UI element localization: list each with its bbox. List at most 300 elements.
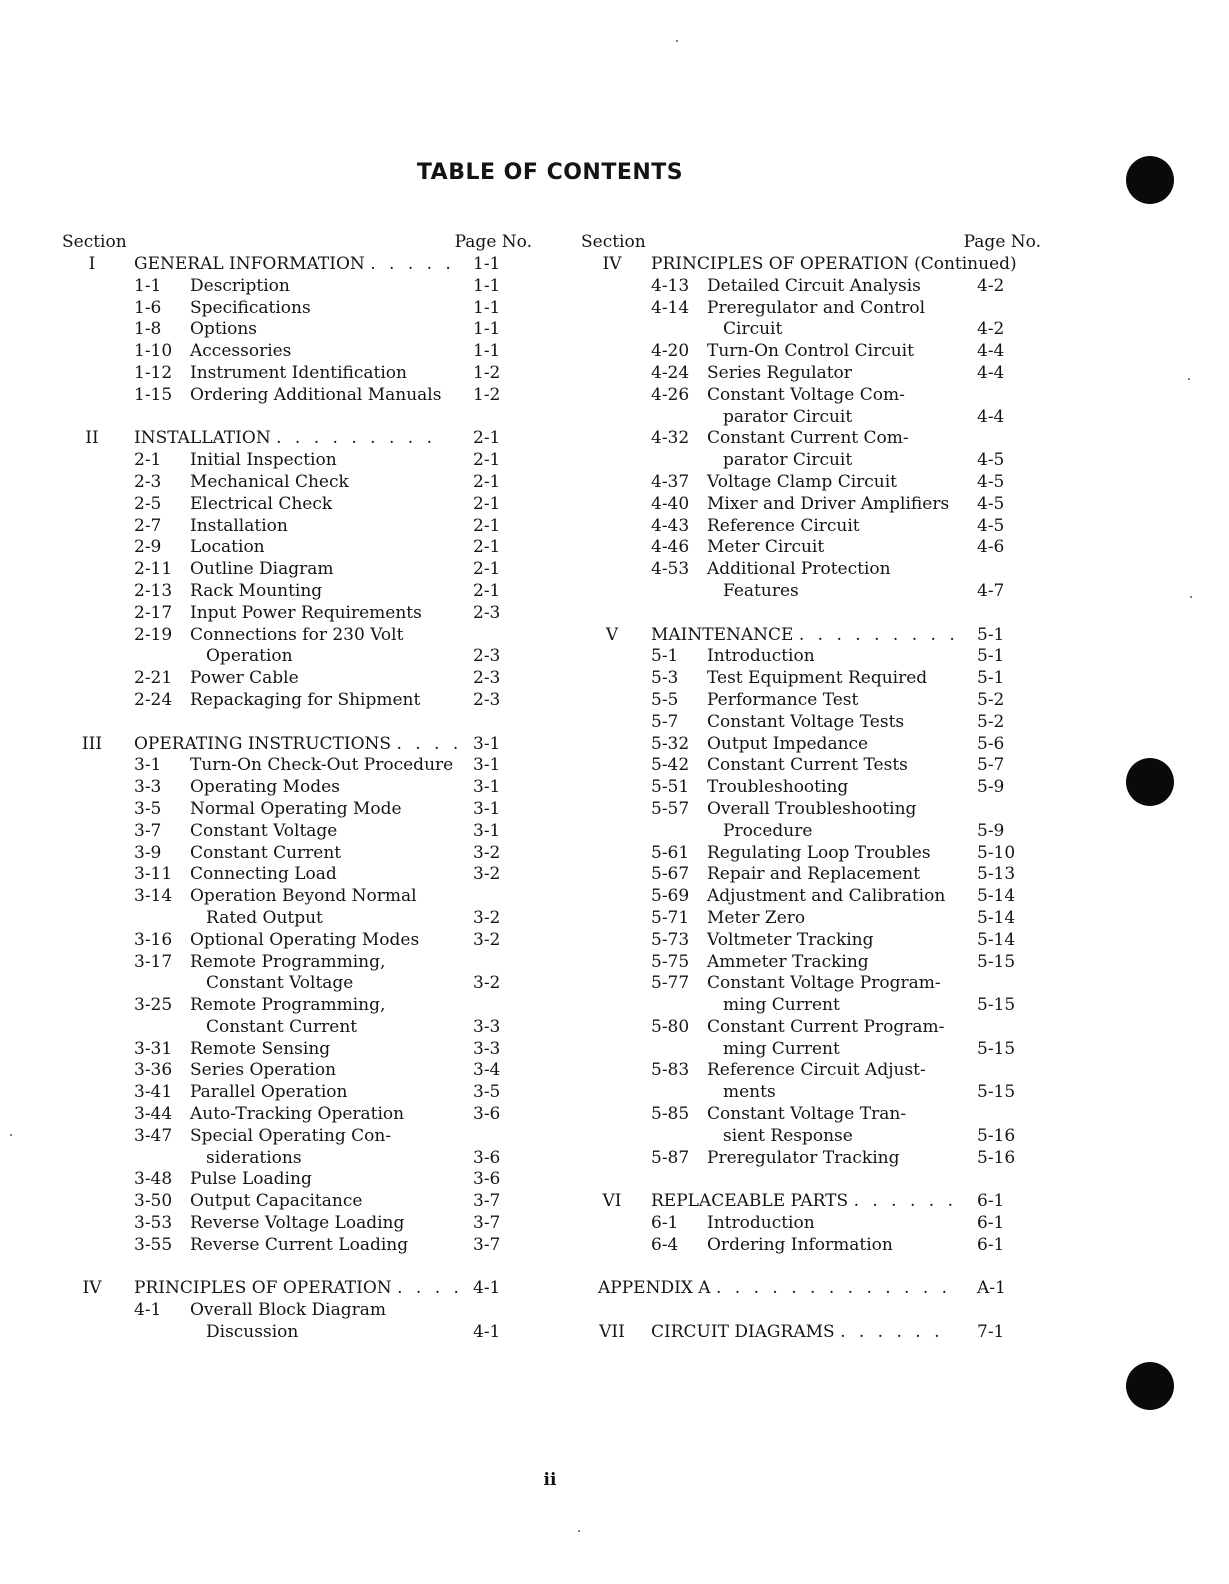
leader-dots: . . . . . . . . .: [276, 428, 436, 449]
page-ref: 5-9: [977, 777, 1005, 798]
paragraph-number: 5-42: [651, 755, 690, 776]
entry-title: Initial Inspection: [190, 450, 337, 471]
toc-entry-row: [581, 385, 1041, 407]
page-ref: 1-1: [473, 297, 501, 318]
entry-title: Parallel Operation: [190, 1082, 348, 1103]
binder-hole-middle: [1126, 758, 1174, 806]
toc-entry-row: [581, 908, 1041, 930]
paragraph-number: 4-24: [651, 362, 690, 383]
entry-title: Specifications: [190, 297, 311, 318]
paragraph-number: 3-44: [134, 1104, 173, 1125]
toc-entry-row: [581, 864, 1041, 886]
toc-entry-row: [581, 450, 1041, 472]
entry-title-continued: Features: [723, 580, 799, 601]
paragraph-number: 3-36: [134, 1060, 173, 1081]
toc-entry-row: [62, 1039, 532, 1061]
page-ref: 2-1: [473, 580, 501, 601]
entry-title: Power Cable: [190, 668, 299, 689]
page-ref: 5-15: [977, 1082, 1016, 1103]
toc-section-row: [62, 734, 532, 756]
toc-entry-row: [62, 690, 532, 712]
entry-title: Operation Beyond Normal: [190, 886, 417, 907]
page-ref: 2-1: [473, 515, 501, 536]
section-numeral: IV: [602, 254, 622, 274]
entry-title: Reverse Current Loading: [190, 1234, 409, 1255]
paragraph-number: 4-26: [651, 384, 690, 405]
paragraph-number: 3-16: [134, 929, 173, 950]
toc-entry-row: [62, 908, 532, 930]
toc-entry-row: [62, 668, 532, 690]
entry-title: Test Equipment Required: [707, 668, 928, 689]
leader-dots: . . . .: [397, 1278, 463, 1299]
page-ref: 6-1: [977, 1191, 1005, 1212]
section-title-text: PRINCIPLES OF OPERATION: [134, 1278, 392, 1299]
page-ref: 3-2: [473, 864, 501, 885]
page-ref: 2-1: [473, 450, 501, 471]
spacer: [581, 1169, 1041, 1191]
toc-right-column: [581, 232, 1041, 1344]
entry-title: Detailed Circuit Analysis: [707, 275, 921, 296]
paragraph-number: 5-71: [651, 907, 690, 928]
toc-entry-row: [62, 625, 532, 647]
paragraph-number: 2-17: [134, 602, 173, 623]
section-title-text: INSTALLATION: [134, 428, 271, 449]
toc-entry-row: [62, 646, 532, 668]
paragraph-number: 4-43: [651, 515, 690, 536]
entry-title: Reverse Voltage Loading: [190, 1213, 405, 1234]
paragraph-number: 3-47: [134, 1125, 173, 1146]
section-numeral: V: [605, 624, 619, 645]
entry-title: Input Power Requirements: [190, 602, 422, 623]
page-ref: 3-7: [473, 1191, 501, 1212]
paragraph-number: 5-67: [651, 864, 690, 885]
paragraph-number: 2-7: [134, 515, 162, 536]
spacer: [581, 603, 1041, 625]
page-ref: 3-1: [473, 733, 501, 754]
page-ref: 4-5: [977, 471, 1005, 492]
toc-entry-row: [581, 428, 1041, 450]
toc-entry-row: [62, 1017, 532, 1039]
toc-section-row: [581, 1191, 1041, 1213]
toc-entry-row: [581, 407, 1041, 429]
toc-entry-row: [581, 668, 1041, 690]
page-ref: 3-7: [473, 1234, 501, 1255]
appendix-title-text: APPENDIX A: [598, 1278, 711, 1299]
page-ref: 5-1: [977, 668, 1005, 689]
entry-title: Repair and Replacement: [707, 864, 921, 885]
toc-entry-row: [62, 755, 532, 777]
entry-title-continued: Constant Current: [206, 1016, 358, 1037]
paragraph-number: 3-7: [134, 820, 162, 841]
section-title-text: CIRCUIT DIAGRAMS: [651, 1322, 835, 1343]
paragraph-number: 3-3: [134, 777, 162, 798]
entry-title: Introduction: [707, 1213, 815, 1234]
entry-title: Connections for 230 Volt: [190, 624, 404, 645]
toc-entry-row: [581, 1017, 1041, 1039]
scan-speck: [676, 40, 678, 42]
paragraph-number: 3-14: [134, 886, 173, 907]
leader-dots: . . . . . .: [840, 1322, 944, 1343]
scan-speck: [10, 1134, 12, 1136]
paragraph-number: 5-51: [651, 777, 690, 798]
toc-entry-row: [62, 1104, 532, 1126]
toc-entry-row: [581, 472, 1041, 494]
entry-title: Meter Zero: [707, 907, 806, 928]
toc-entry-row: [581, 995, 1041, 1017]
entry-title: Preregulator and Control: [707, 297, 926, 318]
entry-title: Normal Operating Mode: [190, 798, 402, 819]
toc-section-row: [581, 625, 1041, 647]
toc-entry-row: [581, 276, 1041, 298]
page-ref: 4-4: [977, 406, 1005, 427]
page-no-header: Page No.: [963, 232, 1041, 252]
page-ref: 3-2: [473, 973, 501, 994]
entry-title: Series Operation: [190, 1060, 337, 1081]
page-ref: 1-2: [473, 384, 501, 405]
entry-title: Remote Programming,: [190, 995, 386, 1016]
paragraph-number: 3-25: [134, 995, 173, 1016]
page-ref: 5-16: [977, 1147, 1016, 1168]
page-ref: 1-1: [473, 319, 501, 340]
section-title-text: OPERATING INSTRUCTIONS: [134, 733, 392, 754]
paragraph-number: 4-40: [651, 493, 690, 514]
page-ref: 4-2: [977, 275, 1005, 296]
page-title: TABLE OF CONTENTS: [416, 160, 684, 185]
page-ref: 4-4: [977, 341, 1005, 362]
entry-title: Reference Circuit Adjust-: [707, 1060, 926, 1081]
entry-title-continued: Discussion: [206, 1322, 299, 1343]
paragraph-number: 5-32: [651, 733, 690, 754]
toc-entry-row: [581, 537, 1041, 559]
entry-title: Voltmeter Tracking: [707, 929, 874, 950]
page-ref: 3-4: [473, 1060, 501, 1081]
page-ref: 4-6: [977, 537, 1005, 558]
toc-entry-row: [62, 494, 532, 516]
entry-title-continued: Constant Voltage: [206, 973, 354, 994]
entry-title: Ordering Information: [707, 1234, 893, 1255]
toc-entry-row: [581, 319, 1041, 341]
paragraph-number: 2-9: [134, 537, 162, 558]
paragraph-number: 1-15: [134, 384, 173, 405]
page-ref: 2-3: [473, 689, 501, 710]
section-title-text: GENERAL INFORMATION: [134, 254, 365, 274]
paragraph-number: 1-10: [134, 341, 173, 362]
toc-entry-row: [62, 385, 532, 407]
page-ref: 6-1: [977, 1213, 1005, 1234]
page-ref: 5-6: [977, 733, 1005, 754]
toc-entry-row: [62, 1082, 532, 1104]
paragraph-number: 4-13: [651, 275, 690, 296]
page-ref: 5-14: [977, 886, 1016, 907]
section-numeral: VI: [602, 1191, 622, 1212]
toc-entry-row: [62, 1060, 532, 1082]
entry-title-continued: parator Circuit: [723, 450, 853, 471]
entry-title: Constant Voltage Com-: [707, 384, 905, 405]
toc-entry-row: [581, 1148, 1041, 1170]
spacer: [62, 407, 532, 429]
toc-entry-row: [62, 581, 532, 603]
entry-title: Additional Protection: [707, 559, 891, 580]
page-ref: 4-5: [977, 493, 1005, 514]
page-ref: 5-1: [977, 624, 1005, 645]
entry-title: Remote Programming,: [190, 951, 386, 972]
entry-title: Mixer and Driver Amplifiers: [707, 493, 950, 514]
paragraph-number: 4-32: [651, 428, 690, 449]
paragraph-number: 3-50: [134, 1191, 173, 1212]
paragraph-number: 5-75: [651, 951, 690, 972]
paragraph-number: 2-13: [134, 580, 173, 601]
section-title: [651, 625, 959, 647]
toc-entry-row: [581, 821, 1041, 843]
entry-title: Special Operating Con-: [190, 1125, 392, 1146]
page-no-header: Page No.: [454, 232, 532, 252]
paragraph-number: 2-11: [134, 559, 173, 580]
section-title: [134, 734, 462, 756]
toc-entry-row: [581, 755, 1041, 777]
page-ref: 5-13: [977, 864, 1016, 885]
entry-title-continued: siderations: [206, 1147, 302, 1168]
toc-entry-row: [581, 494, 1041, 516]
page-ref: 3-2: [473, 842, 501, 863]
toc-entry-row: [581, 799, 1041, 821]
toc-entry-row: [62, 1126, 532, 1148]
paragraph-number: 4-1: [134, 1300, 162, 1321]
entry-title: Output Impedance: [707, 733, 869, 754]
entry-title: Options: [190, 319, 257, 340]
paragraph-number: 2-21: [134, 668, 173, 689]
entry-title: Description: [190, 275, 290, 296]
toc-appendix-row: [581, 1278, 1041, 1300]
toc-entry-row: [581, 341, 1041, 363]
page-ref: 3-2: [473, 907, 501, 928]
paragraph-number: 5-85: [651, 1104, 690, 1125]
section-title: [651, 1322, 944, 1344]
entry-title: Preregulator Tracking: [707, 1147, 900, 1168]
entry-title: Optional Operating Modes: [190, 929, 420, 950]
entry-title: Rack Mounting: [190, 580, 323, 601]
toc-entry-row: [62, 1213, 532, 1235]
page-ref: 4-1: [473, 1322, 501, 1343]
page-ref: 6-1: [977, 1234, 1005, 1255]
toc-entry-row: [62, 973, 532, 995]
entry-title: Ammeter Tracking: [707, 951, 869, 972]
paragraph-number: 4-46: [651, 537, 690, 558]
entry-title: Auto-Tracking Operation: [190, 1104, 405, 1125]
toc-entry-row: [62, 930, 532, 952]
page-ref: 5-14: [977, 929, 1016, 950]
page-ref: 3-7: [473, 1213, 501, 1234]
paragraph-number: 6-4: [651, 1234, 679, 1255]
paragraph-number: 5-77: [651, 973, 690, 994]
entry-title: Reference Circuit: [707, 515, 860, 536]
paragraph-number: 1-12: [134, 362, 173, 383]
page-ref: 1-1: [473, 341, 501, 362]
section-header: Section: [581, 232, 646, 252]
page-ref: 4-2: [977, 319, 1005, 340]
page-ref: 2-1: [473, 493, 501, 514]
appendix-title: [598, 1278, 951, 1300]
entry-title: Remote Sensing: [190, 1038, 331, 1059]
entry-title: Turn-On Control Circuit: [707, 341, 914, 362]
toc-section-row: [581, 1322, 1041, 1344]
entry-title: Installation: [190, 515, 288, 536]
toc-entry-row: [581, 1126, 1041, 1148]
spacer: [581, 1300, 1041, 1322]
leader-dots: . . . .: [396, 733, 463, 754]
toc-entry-row: [581, 1060, 1041, 1082]
page-ref: 3-5: [473, 1082, 501, 1103]
entry-title-continued: ming Current: [723, 995, 840, 1016]
scan-speck: [1190, 596, 1192, 598]
page-ref: 5-15: [977, 1038, 1016, 1059]
spacer: [581, 1257, 1041, 1279]
entry-title: Constant Voltage Tests: [707, 711, 905, 732]
toc-entry-row: [581, 646, 1041, 668]
paragraph-number: 5-87: [651, 1147, 690, 1168]
entry-title: Repackaging for Shipment: [190, 689, 421, 710]
toc-entry-row: [62, 799, 532, 821]
paragraph-number: 4-14: [651, 297, 690, 318]
scan-speck: [1188, 378, 1190, 380]
page-ref: 5-14: [977, 907, 1016, 928]
page-ref: 5-2: [977, 711, 1005, 732]
page-ref: A-1: [977, 1278, 1006, 1299]
section-title: [651, 1191, 957, 1213]
page-ref: 3-6: [473, 1104, 501, 1125]
page-ref: 4-5: [977, 515, 1005, 536]
toc-entry-row: [581, 843, 1041, 865]
page-ref: 4-7: [977, 580, 1005, 601]
paragraph-number: 3-11: [134, 864, 173, 885]
section-numeral: VII: [599, 1322, 625, 1343]
page-ref: 3-2: [473, 929, 501, 950]
paragraph-number: 5-61: [651, 842, 690, 863]
paragraph-number: 5-3: [651, 668, 679, 689]
entry-title: Pulse Loading: [190, 1169, 312, 1190]
toc-entry-row: [581, 559, 1041, 581]
entry-title: Outline Diagram: [190, 559, 334, 580]
entry-title: Performance Test: [707, 689, 859, 710]
paragraph-number: 3-48: [134, 1169, 173, 1190]
page-ref: 3-3: [473, 1016, 501, 1037]
page-ref: 5-15: [977, 995, 1016, 1016]
toc-entry-row: [581, 777, 1041, 799]
entry-title: Introduction: [707, 646, 815, 667]
entry-title: Constant Current Tests: [707, 755, 908, 776]
section-numeral: IV: [82, 1278, 102, 1299]
toc-entry-row: [581, 581, 1041, 603]
page-ref: 2-1: [473, 537, 501, 558]
toc-entry-row: [581, 973, 1041, 995]
paragraph-number: 4-20: [651, 341, 690, 362]
page-ref: 2-3: [473, 668, 501, 689]
entry-title: Mechanical Check: [190, 471, 349, 492]
page-ref: 3-6: [473, 1147, 501, 1168]
paragraph-number: 2-19: [134, 624, 173, 645]
toc-section-row: [62, 254, 532, 276]
page-ref: 4-4: [977, 362, 1005, 383]
page-ref: 3-1: [473, 755, 501, 776]
section-title: [134, 1278, 463, 1300]
paragraph-number: 5-5: [651, 689, 679, 710]
toc-entry-row: [62, 777, 532, 799]
page-ref: 5-1: [977, 646, 1005, 667]
page-ref: 2-1: [473, 559, 501, 580]
section-numeral: III: [81, 733, 103, 754]
toc-entry-row: [62, 1235, 532, 1257]
toc-entry-row: [62, 1300, 532, 1322]
entry-title-continued: Procedure: [723, 820, 813, 841]
toc-entry-row: [62, 995, 532, 1017]
toc-entry-row: [62, 843, 532, 865]
paragraph-number: 5-83: [651, 1060, 690, 1081]
entry-title: Constant Current Program-: [707, 1016, 945, 1037]
page-ref: 1-1: [473, 254, 501, 274]
entry-title: Adjustment and Calibration: [707, 886, 946, 907]
entry-title: Turn-On Check-Out Procedure: [190, 755, 454, 776]
paragraph-number: 1-8: [134, 319, 162, 340]
paragraph-number: 1-1: [134, 275, 162, 296]
paragraph-number: 3-31: [134, 1038, 173, 1059]
toc-entry-row: [62, 559, 532, 581]
entry-title: Meter Circuit: [707, 537, 825, 558]
toc-entry-row: [581, 952, 1041, 974]
toc-left-column: [62, 232, 532, 1344]
toc-entry-row: [62, 516, 532, 538]
binder-hole-bottom: [1126, 1362, 1174, 1410]
toc-entry-row: [581, 734, 1041, 756]
page-ref: 2-1: [473, 428, 501, 449]
page-ref: 7-1: [977, 1322, 1005, 1343]
page-ref: 5-10: [977, 842, 1016, 863]
toc-entry-row: [62, 1191, 532, 1213]
paragraph-number: 5-57: [651, 798, 690, 819]
page-ref: 3-3: [473, 1038, 501, 1059]
paragraph-number: 3-5: [134, 798, 162, 819]
toc-entry-row: [62, 952, 532, 974]
toc-entry-row: [581, 1082, 1041, 1104]
toc-entry-row: [581, 930, 1041, 952]
toc-entry-row: [581, 516, 1041, 538]
toc-entry-row: [62, 1169, 532, 1191]
toc-header: [62, 232, 532, 254]
section-numeral: I: [88, 254, 96, 274]
toc-entry-row: [62, 603, 532, 625]
entry-title-continued: parator Circuit: [723, 406, 853, 427]
toc-entry-row: [62, 472, 532, 494]
spacer: [62, 712, 532, 734]
toc-header: [581, 232, 1041, 254]
toc-entry-row: [62, 450, 532, 472]
toc-entry-row: [581, 1213, 1041, 1235]
page-ref: 4-1: [473, 1278, 501, 1299]
toc-entry-row: [581, 1235, 1041, 1257]
entry-title: Location: [190, 537, 265, 558]
paragraph-number: 5-1: [651, 646, 679, 667]
right-rows: [581, 254, 1041, 1344]
page-ref: 2-3: [473, 602, 501, 623]
page-ref: 2-1: [473, 471, 501, 492]
entry-title: Constant Voltage Tran-: [707, 1104, 907, 1125]
section-header: Section: [62, 232, 127, 252]
entry-title: Voltage Clamp Circuit: [707, 471, 897, 492]
paragraph-number: 4-53: [651, 559, 690, 580]
paragraph-number: 6-1: [651, 1213, 679, 1234]
leader-dots: . . . . . .: [853, 1191, 958, 1212]
entry-title: Operating Modes: [190, 777, 340, 798]
page-ref: 2-3: [473, 646, 501, 667]
entry-title: Constant Voltage Program-: [707, 973, 941, 994]
